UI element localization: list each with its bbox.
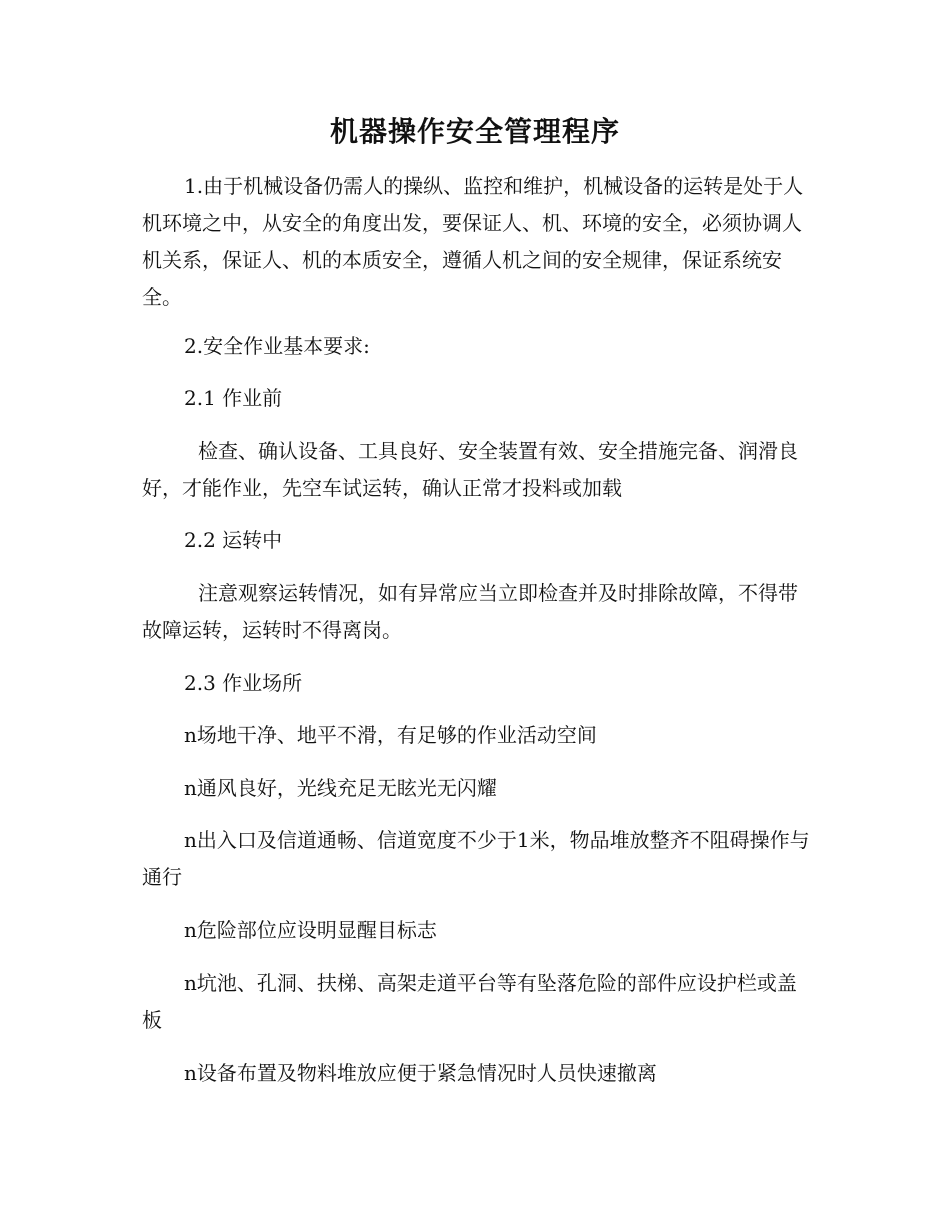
- list-item: n通风良好，光线充足无眩光无闪耀: [184, 776, 497, 800]
- section-2-3-heading: 2.3 作业场所: [184, 671, 303, 695]
- list-item: n出入口及信道通畅、信道宽度不少于1米，物品堆放整齐不阻碍操作与通行: [142, 828, 810, 889]
- list-item: n设备布置及物料堆放应便于紧急情况时人员快速撤离: [184, 1061, 657, 1085]
- section-2-1-body: 检查、确认设备、工具良好、安全装置有效、安全措施完备、润滑良好，才能作业，先空车试运转，确认正常才投料或加载: [142, 439, 798, 500]
- paragraph-intro: 1.由于机械设备仍需人的操纵、监控和维护，机械设备的运转是处于人机环境之中，从安全的角度出发，要保证人、机、环境的安全，必须协调人机关系，保证人、机的本质安全，遵循人机之间的安全规律，保证系统安全。: [142, 174, 804, 309]
- section-2-2-heading: 2.2 运转中: [184, 528, 283, 552]
- section-2-1-heading: 2.1 作业前: [184, 386, 283, 410]
- document-title: 机器操作安全管理程序: [329, 115, 620, 148]
- section-2-2-body: 注意观察运转情况，如有异常应当立即检查并及时排除故障，不得带故障运转，运转时不得离岗。: [142, 581, 798, 642]
- section-2-heading: 2.安全作业基本要求:: [184, 334, 370, 358]
- list-item: n危险部位应设明显醒目标志: [184, 918, 437, 942]
- list-item: n坑池、孔洞、扶梯、高架走道平台等有坠落危险的部件应设护栏或盖板: [142, 971, 797, 1032]
- list-item: n场地干净、地平不滑，有足够的作业活动空间: [184, 723, 597, 747]
